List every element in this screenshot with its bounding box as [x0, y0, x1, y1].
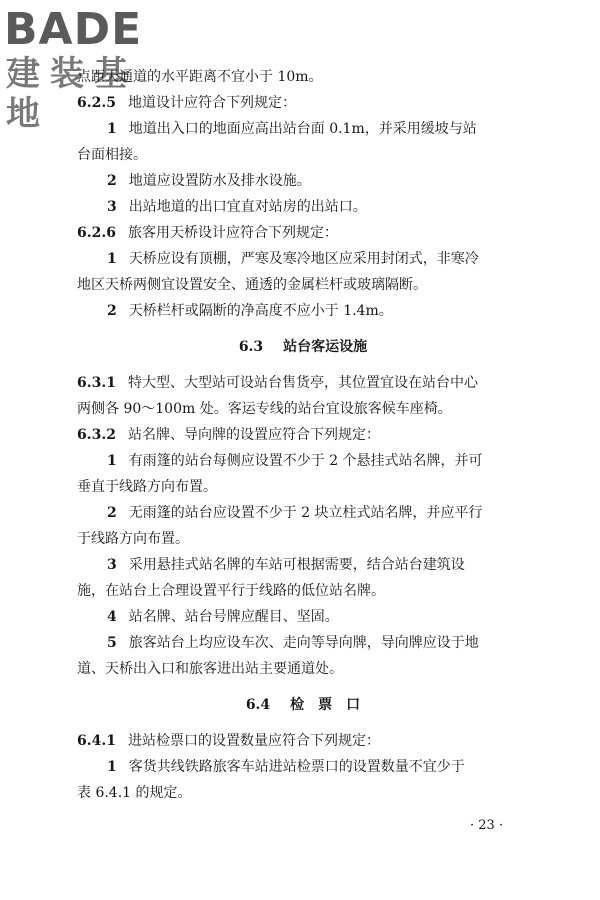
item-number: 4: [107, 609, 117, 625]
watermark-subtitle: 建装基地: [6, 54, 138, 134]
item-line: [77, 448, 529, 474]
section-heading-6-3: [77, 334, 529, 360]
item-continuation: [77, 656, 529, 682]
item-number: 1: [107, 759, 117, 775]
clause-6-2-6: [77, 220, 529, 246]
item-text: 表 6.4.1 的规定。: [77, 785, 192, 801]
item-text: 地区天桥两侧宜设置安全、通透的金属栏杆或玻璃隔断。: [77, 277, 427, 293]
clause-number: 6.2.5: [77, 95, 116, 111]
item-text: 无雨篷的站台应设置不少于 2 块立柱式站名牌，并应平行: [128, 505, 483, 521]
item-number: 2: [107, 303, 117, 319]
item-text: 出站地道的出口宜直对站房的出站口。: [128, 199, 367, 215]
clause-text: 旅客用天桥设计应符合下列规定：: [127, 225, 338, 241]
item-number: 3: [107, 557, 117, 573]
section-title: 站台客运设施: [283, 339, 368, 355]
clause-6-4-1: [77, 728, 529, 754]
item-text: 垂直于线路方向布置。: [77, 479, 217, 495]
clause-6-3-1: [77, 370, 529, 396]
item-line: [77, 298, 529, 324]
item-line: [77, 630, 529, 656]
clause-number: 6.2.6: [77, 225, 116, 241]
section-heading-6-4: [77, 692, 529, 718]
item-number: 2: [107, 505, 117, 521]
item-text: 台面相接。: [77, 147, 147, 163]
clause-number: 6.3.2: [77, 427, 116, 443]
clause-continuation: [77, 396, 529, 422]
item-text: 有雨篷的站台每侧应设置不少于 2 个悬挂式站名牌，并可: [128, 453, 483, 469]
item-text: 天桥栏杆或隔断的净高度不应小于 1.4m。: [128, 303, 393, 319]
item-line: [77, 604, 529, 630]
item-line: [77, 246, 529, 272]
section-number: 6.4: [245, 697, 271, 713]
item-text: 客货共线铁路旅客车站进站检票口的设置数量不宜少于: [128, 759, 465, 775]
item-continuation: [77, 142, 529, 168]
paragraph-line: [77, 64, 529, 90]
document-body: [77, 64, 529, 806]
item-number: 5: [107, 635, 117, 651]
item-continuation: [77, 474, 529, 500]
item-number: 2: [107, 173, 117, 189]
item-number: 3: [107, 199, 117, 215]
item-text: 地道应设置防水及排水设施。: [128, 173, 311, 189]
clause-number: 6.3.1: [77, 375, 116, 391]
clause-text: 站名牌、导向牌的设置应符合下列规定：: [127, 427, 380, 443]
item-text: 于线路方向布置。: [77, 531, 189, 547]
watermark-brand: BADE: [4, 4, 143, 55]
item-text: 施，在站台上合理设置平行于线路的低位站名牌。: [77, 583, 385, 599]
item-number: 1: [107, 453, 117, 469]
item-continuation: [77, 780, 529, 806]
item-line: [77, 194, 529, 220]
item-text: 采用悬挂式站名牌的车站可根据需要，结合站台建筑设: [128, 557, 465, 573]
item-number: 1: [107, 121, 117, 137]
page-number: · 23 ·: [470, 818, 504, 833]
clause-number: 6.4.1: [77, 733, 116, 749]
item-text: 道、天桥出入口和旅客进出站主要通道处。: [77, 661, 343, 677]
clause-text: 进站检票口的设置数量应符合下列规定：: [127, 733, 380, 749]
item-continuation: [77, 526, 529, 552]
item-number: 1: [107, 251, 117, 267]
clause-text: 两侧各 90～100m 处。客运专线的站台宜设旅客候车座椅。: [77, 401, 452, 417]
item-line: [77, 754, 529, 780]
item-line: [77, 168, 529, 194]
item-continuation: [77, 272, 529, 298]
clause-6-3-2: [77, 422, 529, 448]
section-title: 检 票 口: [290, 697, 361, 713]
item-text: 旅客站台上均应设车次、走向等导向牌，导向牌应设于地: [128, 635, 479, 651]
item-text: 天桥应设有顶棚，严寒及寒冷地区应采用封闭式，非寒冷: [128, 251, 479, 267]
item-text: 地道出入口的地面应高出站台面 0.1m，并采用缓坡与站: [128, 121, 477, 137]
section-number: 6.3: [238, 339, 264, 355]
item-line: [77, 500, 529, 526]
item-continuation: [77, 578, 529, 604]
paragraph-text: 点距天通道的水平距离不宜小于 10m。: [77, 69, 323, 85]
item-line: [77, 552, 529, 578]
clause-6-2-5: [77, 90, 529, 116]
clause-text: 地道设计应符合下列规定：: [127, 95, 296, 111]
item-line: [77, 116, 529, 142]
clause-text: 特大型、大型站可设站台售货亭，其位置宜设在站台中心: [127, 375, 478, 391]
item-text: 站名牌、站台号牌应醒目、坚固。: [128, 609, 339, 625]
